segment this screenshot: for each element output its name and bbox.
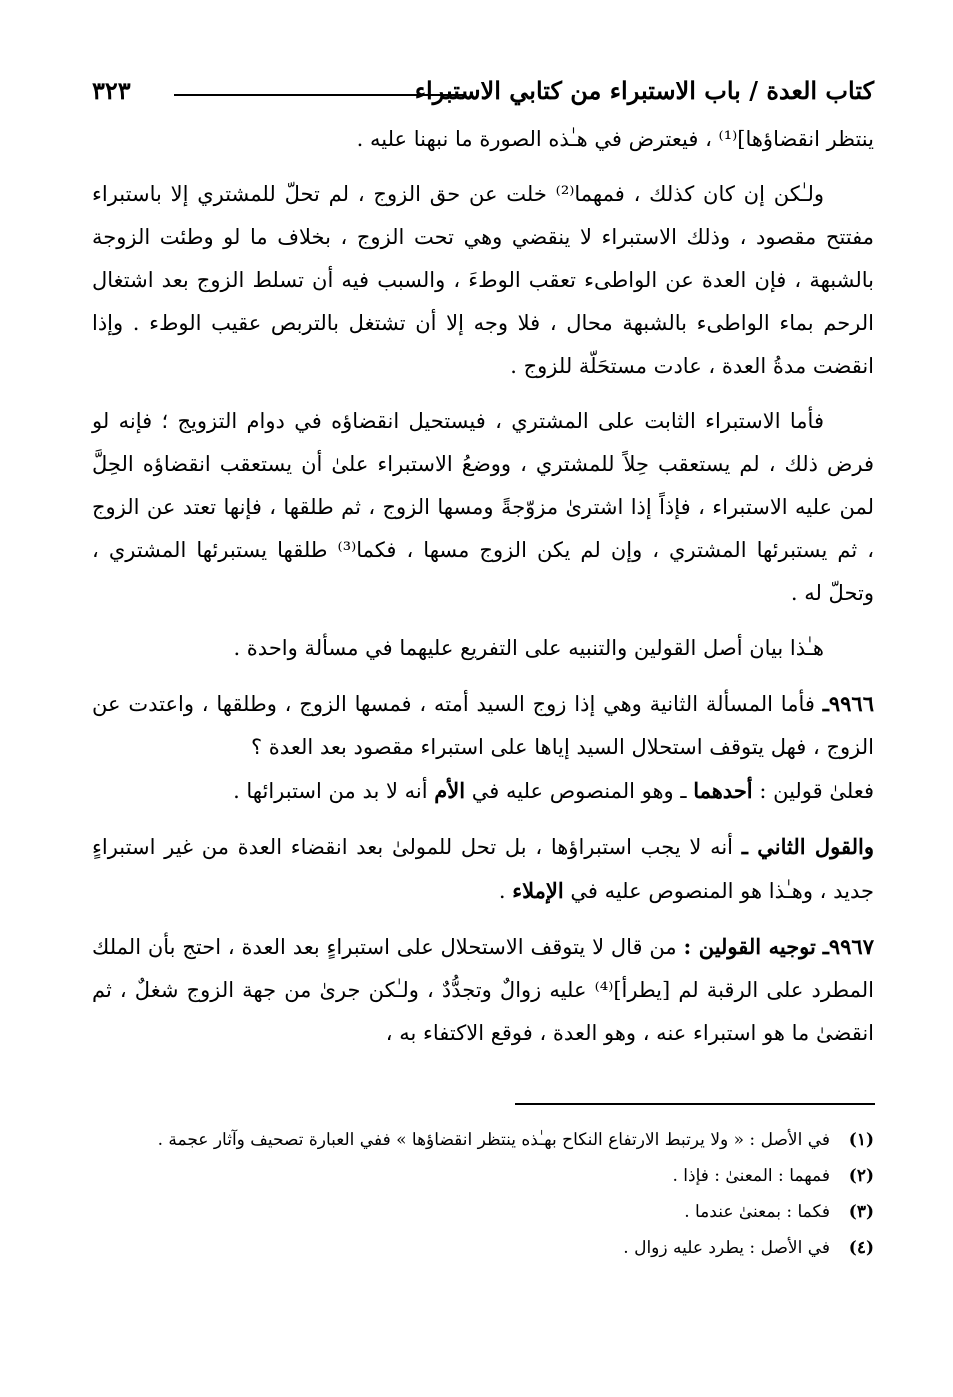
section-text: فأما المسألة الثانية وهي إذا زوج السيد أمته ، فمسها الزوج ، وطلقها ، واعتدت عن الزوج ، فهل يتوقف استحلال السيد إياها على استبراء مقصود بعد العدة ؟	[92, 692, 874, 759]
paragraph-9966	[92, 682, 874, 813]
footnote-number: (٣)	[848, 1202, 874, 1222]
footnote-text: فكما : بمعنىٰ عندما .	[684, 1202, 830, 1222]
section-heading: توجيه القولين :	[683, 934, 816, 959]
footnote-number: (٢)	[848, 1166, 874, 1186]
header-rule	[174, 94, 464, 96]
paragraph-second-opinion	[92, 825, 874, 913]
paragraph-0: ينتظر انقضاؤها]⁽¹⁾ ، فيعترض في هـٰذه الصورة ما نبهنا عليه .	[356, 127, 874, 151]
second-opinion-label: والقول الثاني ـ	[741, 834, 875, 859]
footnote-rule	[515, 1103, 875, 1105]
running-header	[92, 72, 874, 112]
section-number: ٩٩٦٧ـ	[822, 934, 874, 959]
section-number: ٩٩٦٦ـ	[822, 691, 874, 716]
section-text: من قال لا يتوقف الاستحلال على استبراءٍ بعد العدة ، احتج بأن الملك المطرد على الرقبة لم [يطرأ]⁽⁴⁾ عليه زوالٌ وتجدُّدٌ ، ولـٰكن جرىٰ من جهة الزوج شغلٌ ، ثم انقضىٰ ما هو استبراء عنه ، وهو العدة ، فوقع الاكتفاء به ،	[92, 935, 875, 1045]
footnote-text: في الأصل : يطرد عليه زوال .	[623, 1238, 830, 1258]
footnote-number: (١)	[848, 1130, 874, 1150]
two-opinions-lead: فعلىٰ قولين :	[759, 779, 874, 803]
main-text	[92, 118, 874, 1067]
header-title: كتاب العدة / باب الاستبراء من كتابي الاستبراء	[414, 76, 874, 105]
paragraph-3: هـٰذا بيان أصل القولين والتنبيه على التفريع عليهما في مسألة واحدة .	[233, 636, 824, 660]
imla-reference: الإملاء	[512, 878, 564, 903]
umm-reference: الأم	[434, 778, 466, 803]
paragraph-2: فأما الاستبراء الثابت على المشتري ، فيستحيل انقضاؤه في دوام التزويج ؛ فإنه لو فرض ذلك ، لم يستعقب حِلاً للمشتري ، ووضعُ الاستبراء علىٰ أن يستعقب انقضاؤه الحِلَّ لمن عليه الاستبراء ، فإذاً إذا اشترىٰ مزوّجةً ومسها الزوج ، ثم طلقها ، فإنها تعتد عن الزوج ، ثم يستبرئها المشتري ، وإن لم يكن الزوج مسها ، فكما⁽³⁾ طلقها يستبرئها المشتري ، وتحلّ له .	[92, 409, 874, 605]
first-opinion-text: أنه لا بد من استبرائها .	[233, 779, 428, 803]
first-opinion-mid: ـ وهو المنصوص عليه في	[471, 779, 687, 803]
footnote	[92, 1125, 874, 1155]
footnote-text: في الأصل : « ولا يرتبط الارتفاع النكاح بهـٰذه ينتظر انقضاؤها » ففي العبارة تصحيف وآثار عجمة .	[157, 1130, 830, 1150]
paragraph-1: ولـٰكن إن كان كذلك ، فمهما⁽²⁾ خلت عن حق الزوج ، لم تحلّ للمشتري إلا باستبراء مفتتح مقصود ، وذلك الاستبراء لا ينقضي وهي تحت الزوج ، بخلاف ما لو وطئت الزوجة بالشبهة ، فإن العدة عن الواطىء تعقب الوطءَ ، والسبب فيه أن تسلط الزوج بعد اشتغال الرحم بماء الواطىء بالشبهة محال ، فلا وجه إلا أن تشتغل بالتربص عقيب الوطء . وإذا انقضت مدةُ العدة ، عادت مستحَلّة للزوج .	[92, 182, 874, 378]
footnote	[92, 1233, 874, 1263]
footnote-text: فمهما : المعنىٰ : فإذا .	[672, 1166, 830, 1186]
footnote	[92, 1161, 874, 1191]
paragraph-9967	[92, 925, 874, 1055]
first-opinion-label: أحدهما	[693, 778, 753, 803]
second-opinion-end: .	[498, 879, 506, 903]
page-number: ٣٢٣	[92, 76, 131, 105]
footnote-number: (٤)	[848, 1238, 874, 1258]
footnote	[92, 1197, 874, 1227]
footnotes	[92, 1125, 874, 1269]
second-opinion-text: أنه لا يجب استبراؤها ، بل تحل للمولىٰ بعد انقضاء العدة من غير استبراءٍ جديد ، وهـٰذا هو المنصوص عليه في	[92, 835, 874, 903]
